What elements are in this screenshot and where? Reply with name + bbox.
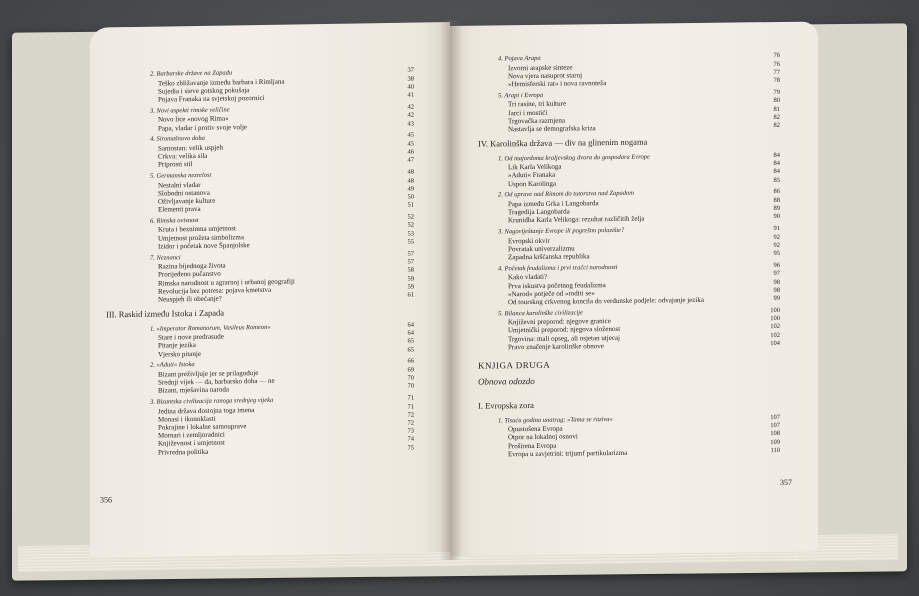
toc-entry: 2. Od uprave nad Rimom do tutorstva nad Zapadom <box>498 190 634 199</box>
toc-page-number: 71 <box>407 403 414 411</box>
toc-page-number: 92 <box>773 241 780 249</box>
right-toc <box>450 22 818 556</box>
toc-page-number: 82 <box>773 113 780 121</box>
toc-entry: 1. »Imperator Romanorum, Vasileus Romeon« <box>150 323 271 333</box>
toc-entry: »Aduti« Franaka <box>508 171 556 180</box>
toc-entry: Nastavlja se demografska kriza <box>508 124 596 134</box>
toc-entry: Pitanje jezika <box>158 341 196 350</box>
toc-entry: Evropski okvir <box>508 236 550 245</box>
toc-entry: 4. Početak feudalizma i prvi tračci narodnosti <box>498 263 618 273</box>
toc-page-number: 48 <box>407 168 414 176</box>
toc-entry: Crkva: velika sila <box>158 151 208 161</box>
toc-entry: Obnova odozdo <box>478 375 535 387</box>
toc-page-number: 72 <box>407 411 414 419</box>
toc-page-number: 77 <box>773 68 780 76</box>
toc-entry: Tragedija Langobarda <box>508 207 570 217</box>
toc-page-number: 98 <box>773 278 780 286</box>
toc-page-number: 65 <box>407 346 414 354</box>
toc-entry: 3. Novi aspekti rimske veličine <box>150 106 230 115</box>
toc-entry: Papa između Grka i Langobarda <box>508 199 599 209</box>
toc-page-number: 38 <box>407 75 414 83</box>
right-folio: 357 <box>780 477 792 487</box>
toc-entry: Nestalni vladar <box>158 180 201 190</box>
right-page <box>450 22 818 556</box>
toc-entry: Trgovačka razmjena <box>508 116 565 125</box>
toc-entry: KNJIGA DRUGA <box>478 359 551 371</box>
toc-entry: 1. Tisuću godina unatrag: »Tama se raziva« <box>498 415 613 424</box>
toc-page-number: 47 <box>407 156 414 164</box>
toc-page-number: 66 <box>407 357 414 365</box>
toc-page-number: 46 <box>407 148 414 156</box>
toc-page-number: 84 <box>773 160 780 168</box>
toc-page-number: 65 <box>407 337 414 346</box>
toc-page-number: 71 <box>407 394 414 402</box>
toc-entry: Proširena Evropa <box>508 441 557 450</box>
toc-page-number: 100 <box>770 306 780 314</box>
toc-page-number: 90 <box>773 213 780 221</box>
toc-page-number: 102 <box>770 331 780 339</box>
toc-entry: Jedina država dostojna toga imena <box>158 405 255 416</box>
toc-entry: Priprosti stil <box>158 160 193 169</box>
toc-page-number: 59 <box>407 275 414 283</box>
toc-page-number: 98 <box>773 286 780 294</box>
toc-entry: »Narod« potječe od »roditi se« <box>508 288 595 298</box>
toc-entry: Pojava Franaka na svjetskoj pozornici <box>158 93 265 104</box>
toc-entry: Jarci i mostići <box>508 108 548 117</box>
toc-entry: Pokrajine i lokalne samouprave <box>158 422 247 432</box>
toc-page-number: 92 <box>773 233 780 241</box>
toc-entry: Od tourskog crkvenog koncila do verdunske podjele: odvajanje jezika <box>508 295 704 307</box>
toc-entry: Novo lice »novog Rima« <box>158 114 229 124</box>
toc-entry: Izvorni arapske sinteze <box>508 63 573 72</box>
toc-page-number: 82 <box>773 121 780 129</box>
toc-page-number: 95 <box>773 249 780 258</box>
toc-entry: Pravo značenje karolinške obnove <box>508 341 604 352</box>
toc-page-number: 107 <box>770 422 780 430</box>
toc-entry: Književnost i umjetnost <box>158 438 225 448</box>
toc-page-number: 74 <box>407 435 414 444</box>
toc-page-number: 57 <box>407 258 414 266</box>
toc-page-number: 80 <box>773 97 780 105</box>
toc-entry: Književni preporod: njegove granice <box>508 317 611 327</box>
toc-entry: 2. Barbarske države na Zapadu <box>150 69 233 78</box>
toc-entry: 2. »Aduti« Istoka <box>150 361 195 370</box>
toc-entry: Razina bijednoga života <box>158 261 226 271</box>
toc-entry: »Hemisferski rat« i nova ravnoteža <box>508 79 607 89</box>
toc-entry: 3. Bizantska civilizacija ranoga srednjeg vijeka <box>150 396 274 406</box>
toc-entry: Umjetnički preporod: njegova složenost <box>508 325 621 335</box>
toc-entry: Privredna politika <box>158 447 209 457</box>
toc-page-number: 79 <box>773 88 780 96</box>
toc-page-number: 72 <box>407 419 414 427</box>
toc-entry: Tri rasine, tri kulture <box>508 99 567 109</box>
toc-entry: 7. Neznanci <box>150 253 181 262</box>
toc-page-number: 109 <box>770 438 780 446</box>
toc-page-number: 73 <box>407 427 414 435</box>
toc-page-number: 58 <box>407 266 414 274</box>
toc-page-number: 85 <box>773 176 780 184</box>
toc-page-number: 75 <box>407 444 414 452</box>
left-page <box>90 22 450 558</box>
toc-page-number: 84 <box>773 168 780 176</box>
toc-page-number: 52 <box>407 221 414 230</box>
toc-entry: Lik Karla Velikoga <box>508 162 562 172</box>
left-toc <box>90 22 450 558</box>
toc-entry: Elementi prava <box>158 205 201 214</box>
toc-page-number: 50 <box>407 193 414 201</box>
toc-page-number: 57 <box>407 250 414 258</box>
toc-page-number: 81 <box>773 105 780 113</box>
toc-entry: Teško zbližavanje između barbara i Rimljana <box>158 77 285 88</box>
toc-page-number: 69 <box>407 366 414 374</box>
toc-entry: Srednji vijek — da, barbarsko doba — ne <box>158 376 275 387</box>
toc-entry: Otpor na lokalnoj osnovi <box>508 432 578 442</box>
toc-entry: Papa, vladar i protiv svoje volje <box>158 122 248 133</box>
toc-page-number: 45 <box>407 140 414 148</box>
toc-entry: Revolucija bez potresa: pojava kmetstva <box>158 285 272 296</box>
toc-page-number: 42 <box>407 103 414 111</box>
toc-entry: Nova vjera nasuprot staroj <box>508 71 583 81</box>
toc-entry: 4. Siromašnovo doba <box>150 135 205 143</box>
toc-entry: Krunidba Karla Velikoga: rezultat različitih želja <box>508 214 645 225</box>
toc-page-number: 91 <box>773 224 780 233</box>
toc-entry: 3. Nagoviještanje Evrope ili pogrešno polazište? <box>498 226 625 236</box>
toc-entry: Sujedia i sieve gotskog pokušaja <box>158 85 250 96</box>
left-folio: 356 <box>100 495 112 505</box>
toc-page-number: 108 <box>770 430 780 438</box>
toc-entry: Zapadna kršćanska republika <box>508 252 590 262</box>
toc-page-number: 86 <box>773 188 780 196</box>
toc-page-number: 78 <box>773 76 780 85</box>
toc-page-number: 70 <box>407 374 414 382</box>
toc-page-number: 52 <box>407 213 414 221</box>
toc-entry: Evropa u zavjetrini: trijumf partikularizma <box>508 448 628 458</box>
toc-entry: Stare i nove predrasude <box>158 332 224 342</box>
toc-entry: Vjersko pitanje <box>158 349 201 359</box>
toc-entry: Izidor i početak nove Španjolske <box>158 240 250 251</box>
toc-page-number: 45 <box>407 131 414 139</box>
toc-page-number: 104 <box>770 339 780 347</box>
toc-entry: 1. Od majordoma kraljevskog dvora do gospodara Evrope <box>498 153 650 163</box>
toc-entry: Uspon Karolinga <box>508 179 557 188</box>
toc-entry: Opustošena Evropa <box>508 424 563 434</box>
toc-page-number: 59 <box>407 283 414 291</box>
toc-page-number: 97 <box>773 270 780 278</box>
toc-page-number: 70 <box>407 382 414 390</box>
toc-entry: Slobodni ostanova <box>158 188 210 198</box>
toc-entry: Trgovina: mali opseg, ali osjetan utjecaj <box>508 333 620 343</box>
toc-page-number: 64 <box>407 321 414 329</box>
toc-page-number: 76 <box>773 60 780 68</box>
toc-page-number: 61 <box>407 291 414 299</box>
toc-entry: Umjetnost prožeta simbolizma <box>158 232 244 243</box>
toc-entry: Mornari i zemljoradnici <box>158 430 225 440</box>
toc-entry: 5. Germanska nezrelost <box>150 171 212 180</box>
toc-page-number: 64 <box>407 329 414 337</box>
toc-page-number: 42 <box>407 111 414 119</box>
toc-entry: Monasi i ikonoklasti <box>158 414 216 424</box>
book-gutter <box>440 20 462 560</box>
toc-page-number: 107 <box>770 413 780 421</box>
toc-entry: Rimska narodnost u agrarnoj i urbanoj geografiji <box>158 276 295 288</box>
toc-entry: Prva iskustva početnog feudalizma <box>508 280 606 290</box>
toc-page-number: 89 <box>773 205 780 213</box>
toc-page-number: 84 <box>773 151 780 159</box>
toc-page-number: 43 <box>407 120 414 128</box>
toc-page-number: 96 <box>773 261 780 269</box>
toc-page-number: 76 <box>773 51 780 60</box>
toc-page-number: 51 <box>407 201 414 209</box>
toc-entry: 6. Rimska ovisnost <box>150 216 199 225</box>
toc-entry: Oživljavanje kulture <box>158 196 216 206</box>
toc-page-number: 49 <box>407 185 414 193</box>
toc-page-number: 55 <box>407 238 414 246</box>
toc-page-number: 88 <box>773 196 780 204</box>
toc-entry: Kruta i beznimna umjetnost <box>158 224 236 234</box>
toc-entry: 4. Pojava Arapa <box>498 54 541 63</box>
toc-page-number: 53 <box>407 230 414 238</box>
toc-entry: Bizant preživljuje jer se prilagođuje <box>158 368 259 379</box>
toc-page-number: 37 <box>407 66 414 74</box>
toc-entry: Samostan: velik uspjeh <box>158 143 223 153</box>
toc-page-number: 40 <box>407 83 414 91</box>
toc-page-number: 110 <box>770 446 780 454</box>
toc-entry: IV. Karolinška država — div na glinenim nogama <box>478 136 648 149</box>
toc-page-number: 41 <box>407 91 414 99</box>
toc-entry: Kako vladati? <box>508 273 548 282</box>
toc-entry: Neuspjeh ili obećanje? <box>158 294 222 304</box>
toc-entry: 5. Arapi i Evropa <box>498 91 544 100</box>
toc-page-number: 48 <box>407 177 414 185</box>
toc-entry: III. Raskid između Istoka i Zapada <box>106 307 225 320</box>
toc-page-number: 99 <box>773 294 780 302</box>
toc-entry: Povratak univerzalizmu <box>508 244 575 254</box>
toc-entry: Bizant, mješavina naroda <box>158 385 229 395</box>
toc-entry: 5. Bilanca karolinške civilizacije <box>498 308 583 318</box>
toc-page-number: 100 <box>770 315 780 323</box>
toc-page-number: 102 <box>770 323 780 331</box>
toc-entry: Prorijeđeno pučanstvo <box>158 269 221 279</box>
toc-entry: I. Evropska zora <box>478 399 534 411</box>
